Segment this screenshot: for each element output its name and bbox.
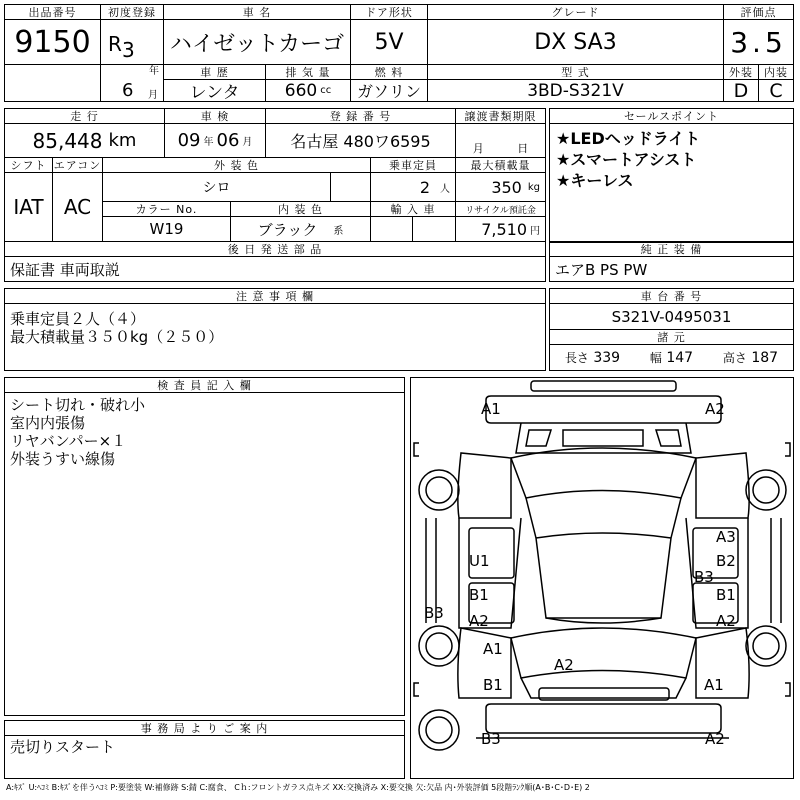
chassis-number: S321V-0495031	[549, 303, 794, 330]
car-name-label: 車 名	[163, 4, 351, 20]
plate-label: 登 録 番 号	[265, 108, 456, 124]
inspect-year-unit: 年	[203, 137, 214, 148]
intcolor-cell	[230, 216, 371, 242]
score-label: 評価点	[723, 4, 794, 20]
import-a	[370, 216, 413, 242]
recycle-label: リサイクル預託金	[455, 201, 546, 217]
damage-mark: A2	[705, 730, 725, 748]
disp-label: 排 気 量	[265, 64, 351, 80]
door-type: 5V	[350, 19, 428, 65]
displacement-cell	[265, 79, 351, 102]
equipment: エアB PS PW	[549, 256, 794, 282]
model-code: 3BD-S321V	[427, 79, 724, 102]
int-label: 内装	[758, 64, 794, 80]
transfer-day: 日	[517, 141, 529, 155]
door-label: ドア形状	[350, 4, 428, 20]
damage-mark: B3	[694, 568, 714, 586]
score: 3.5	[723, 19, 794, 65]
max-load: 350	[491, 177, 522, 197]
office-note: 売切りスタート	[10, 738, 116, 756]
era: R	[108, 32, 122, 56]
colorno-label: カラー No.	[102, 201, 231, 217]
year-unit: 年	[149, 66, 159, 77]
damage-mark: A1	[483, 640, 503, 658]
legend: A:ｷｽﾞ U:ﾍｺﾐ B:ｷｽﾞを伴うﾍｺﾐ P:要塗装 W:補修跡 S:錆 C:腐食、 Cｈ:フロントガラス点キズ XX:交換済み X:要交換 欠:欠品 内･外装評価 5段階ﾗﾝｸ順(A･B･C･D･E) 2	[6, 783, 590, 792]
damage-mark: A1	[481, 400, 501, 418]
damage-mark: B1	[716, 586, 736, 604]
width: 147	[666, 350, 694, 366]
sales-point: ★LEDヘッドライト	[556, 129, 701, 148]
load-cell	[455, 172, 546, 202]
inspector-label: 検 査 員 記 入 欄	[4, 377, 405, 393]
fuel: ガソリン	[350, 79, 428, 102]
damage-mark: B2	[716, 552, 736, 570]
load-unit: kg	[527, 181, 540, 193]
shift: IAT	[4, 172, 53, 242]
inspector-notes: シート切れ・破れ小 室内内張傷 リヤバンパー×１ 外装うすい線傷	[10, 396, 146, 468]
inspect-month-unit: 月	[242, 137, 253, 148]
capacity: 2	[419, 177, 430, 197]
import-b	[412, 216, 456, 242]
damage-mark: U1	[469, 552, 490, 570]
damage-mark: B1	[483, 676, 503, 694]
disp-unit: cc	[320, 85, 332, 96]
import-label: 輸 入 車	[370, 201, 456, 217]
sales-point: ★スマートアシスト	[556, 150, 697, 169]
inspect-label: 車 検	[164, 108, 266, 124]
interior-color: ブラック	[257, 220, 318, 239]
reg-month: 6	[122, 80, 134, 101]
damage-mark: A2	[469, 612, 489, 630]
notes-label: 注 意 事 項 欄	[4, 288, 546, 304]
color-number: W19	[102, 216, 231, 242]
grade: DX SA3	[427, 19, 724, 65]
displacement: 660	[284, 80, 318, 101]
damage-mark: B1	[469, 586, 489, 604]
inspect-cell	[164, 123, 266, 158]
reg-year: 3	[122, 38, 135, 62]
intcolor-unit: 系	[333, 225, 344, 237]
capacity-cell	[370, 172, 456, 202]
recycle-cell	[455, 216, 546, 242]
transfer-cell	[455, 123, 546, 158]
first-reg-label: 初度登録	[100, 4, 164, 20]
sales-points	[549, 123, 794, 243]
shift-label: シフト	[4, 157, 53, 173]
month-unit: 月	[148, 90, 158, 101]
sales-label: セールスポイント	[549, 108, 794, 124]
model-label: 型 式	[427, 64, 724, 80]
ac: AC	[52, 172, 103, 242]
damage-mark: A2	[716, 612, 736, 630]
later-parts: 保証書 車両取説	[4, 256, 546, 282]
recycle-unit: 円	[530, 225, 540, 237]
lot-label: 出品番号	[4, 4, 101, 20]
damage-mark: A1	[704, 676, 724, 694]
transfer-month: 月	[472, 141, 484, 155]
height: 187	[751, 350, 779, 366]
color-extra	[330, 172, 371, 202]
chassis-label: 車 台 番 号	[549, 288, 794, 304]
fuel-label: 燃 料	[350, 64, 428, 80]
plate-number: 名古屋 480ワ6595	[265, 123, 456, 158]
inspect-year: 09	[177, 130, 201, 151]
load-label: 最大積載量	[455, 157, 546, 173]
history-label: 車 歴	[163, 64, 266, 80]
width-label: 幅	[649, 351, 662, 365]
car-diagram	[410, 377, 794, 779]
lot-number: 9150	[4, 19, 101, 65]
mileage-cell	[4, 123, 165, 158]
ext-score: D	[723, 79, 759, 102]
int-score: C	[758, 79, 794, 102]
recycle-fee: 7,510	[481, 219, 527, 239]
notes: 乗車定員２人（４） 最大積載量３５０kg（２５０）	[10, 310, 224, 346]
later-label: 後 日 発 送 部 品	[4, 241, 546, 257]
capacity-label: 乗車定員	[370, 157, 456, 173]
mileage: 85,448	[32, 128, 103, 153]
ac-label: エアコン	[53, 159, 102, 172]
color-label: 外 装 色	[102, 157, 371, 173]
sales-point: ★キーレス	[556, 171, 634, 190]
damage-mark: A3	[716, 528, 736, 546]
transfer-label: 譲渡書類期限	[455, 108, 546, 124]
history: レンタ	[163, 79, 266, 102]
exterior-color: シロ	[102, 172, 331, 202]
length: 339	[593, 350, 621, 366]
dims-label: 諸 元	[549, 329, 794, 345]
length-label: 長さ	[564, 351, 589, 365]
height-label: 高さ	[722, 351, 747, 365]
mileage-label: 走 行	[4, 108, 165, 124]
damage-mark: B3	[424, 604, 444, 622]
dims-cell	[549, 344, 794, 371]
office-label: 事 務 局 よ り ご 案 内	[4, 720, 405, 736]
equip-label: 純 正 装 備	[549, 241, 794, 257]
damage-mark: B3	[481, 730, 501, 748]
mileage-unit: km	[108, 130, 137, 151]
inspect-month: 06	[216, 130, 240, 151]
damage-mark: A2	[705, 400, 725, 418]
ext-label: 外装	[723, 64, 759, 80]
capacity-unit: 人	[440, 183, 450, 195]
grade-label: グレード	[427, 4, 724, 20]
damage-mark: A2	[554, 656, 574, 674]
car-name: ハイゼットカーゴ	[163, 19, 351, 65]
intcolor-label: 内 装 色	[230, 201, 371, 217]
lot-blank	[4, 64, 101, 102]
